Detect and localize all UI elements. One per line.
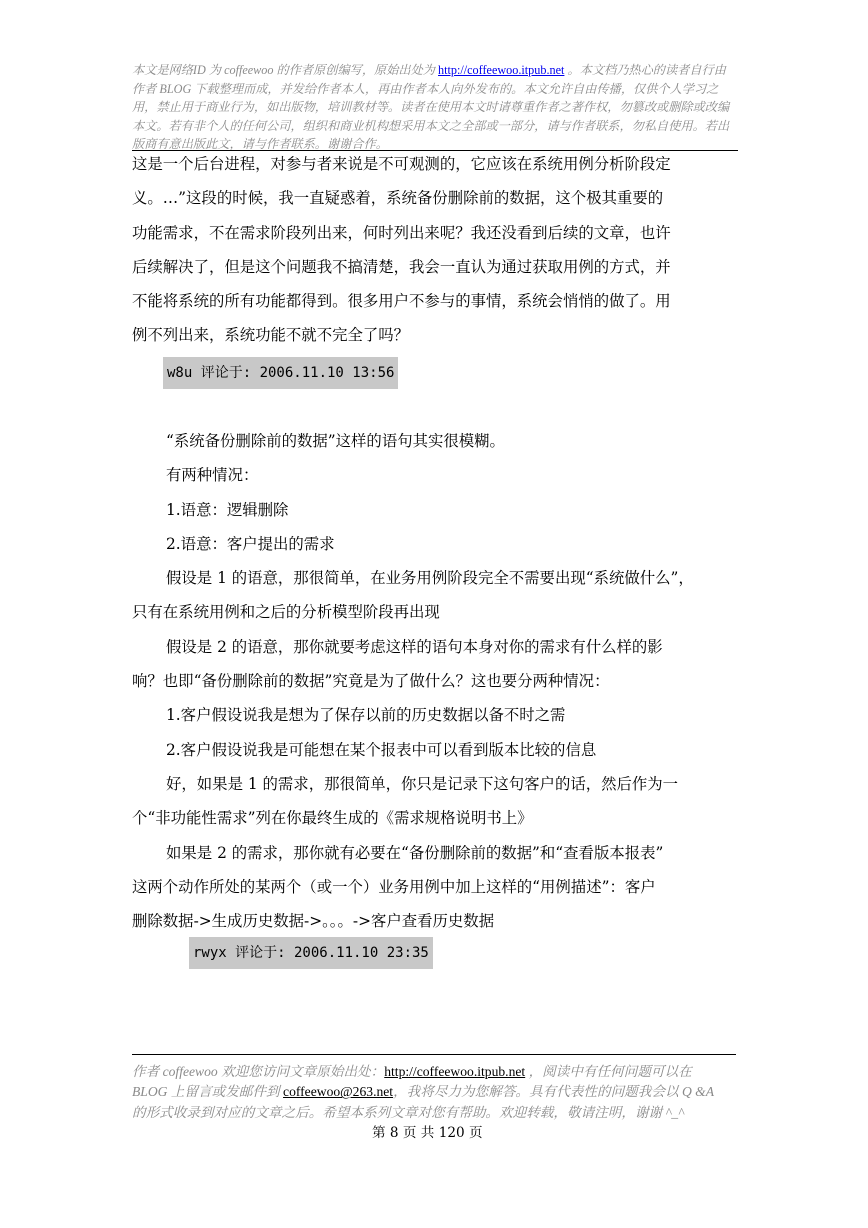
body-line: 删除数据->生成历史数据->。。。->客户查看历史数据 (132, 912, 495, 931)
footer-text: 作者 coffeewoo 欢迎您访问文章原始出处： (132, 1064, 385, 1079)
body-line: 有两种情况： (166, 466, 259, 485)
footer-text: ，我将尽力为您解答。具有代表性的问题我会以 Q &A 的形式收录到对应的文章之后。希望本系列文章对您有帮助。欢迎转载，敬请注明，谢谢 ^_^ (132, 1084, 714, 1120)
footer-notice (132, 1062, 722, 1123)
footer-divider (132, 1054, 736, 1055)
footer-email-link[interactable]: coffeewoo@263.net (283, 1084, 394, 1100)
body-line: 2.客户假设说我是可能想在某个报表中可以看到版本比较的信息 (166, 740, 597, 759)
footer-source-link[interactable]: http://coffeewoo.itpub.net (384, 1064, 526, 1079)
body-line: 义。…”这段的时候，我一直疑惑着，系统备份删除前的数据，这个极其重要的 (132, 189, 664, 208)
body-line: 例不列出来，系统功能不就不完全了吗？ (132, 326, 410, 345)
body-line: 这是一个后台进程，对参与者来说是不可观测的，它应该在系统用例分析阶段定 (132, 155, 671, 173)
body-line: 假设是 1 的语意，那很简单，在业务用例阶段完全不需要出现“系统做什么”， (166, 569, 694, 588)
body-line: 1.语意：逻辑删除 (166, 500, 289, 519)
header-notice-body: 。本文档乃热心的读者自行由作者 BLOG 下载整理而成，并发给作者本人，再由作者本人向外发布的。本文允许自由传播，仅供个人学习之用，禁止用于商业行为，如出版物，培训教材等。读者在使用本文时请尊重作者之著作权，勿篡改或删除或改编本文。若有非个人的任何公司，组织和商业机构想采用本文之全部或一部分，请与作者联系，勿私自使用。若出版商有意出版此文，请与作者联系。谢谢合作。 (132, 63, 730, 152)
body-line: 响？也即“备份删除前的数据”究竟是为了做什么？这也要分两种情况： (132, 672, 610, 691)
body-line: 2.语意：客户提出的需求 (166, 534, 335, 553)
body-line: 功能需求，不在需求阶段列出来，何时列出来呢？我还没看到后续的文章，也许 (132, 223, 671, 242)
body-line: 个“非功能性需求”列在你最终生成的《需求规格说明书上》 (132, 809, 533, 828)
header-notice-intro: 本文是网络ID 为 coffeewoo 的作者原创编写，原始出处为 (132, 63, 439, 77)
header-copyright-notice (132, 61, 738, 154)
body-line: 后续解决了，但是这个问题我不搞清楚，我会一直认为通过获取用例的方式，并 (132, 257, 671, 276)
body-line: 这两个动作所处的某两个（或一个）业务用例中加上这样的“用例描述”：客户 (132, 877, 656, 896)
body-line: 1.客户假设说我是想为了保存以前的历史数据以备不时之需 (166, 706, 566, 725)
body-line: 不能将系统的所有功能都得到。很多用户不参与的事情，系统会悄悄的做了。用 (132, 292, 671, 311)
body-line: 好，如果是 1 的需求，那很简单，你只是记录下这句客户的话，然后作为一 (166, 774, 679, 793)
comment-signature-rwyx: rwyx 评论于: 2006.11.10 23:35 (189, 937, 433, 969)
body-line: 如果是 2 的需求，那你就有必要在“备份删除前的数据”和“查看版本报表” (166, 843, 664, 862)
body-line: “系统备份删除前的数据”这样的语句其实很模糊。 (166, 432, 505, 450)
page-number: 第 8 页 共 120 页 (372, 1125, 483, 1141)
comment-body-2 (132, 424, 740, 938)
header-source-link[interactable]: http://coffeewoo.itpub.net (438, 63, 565, 77)
comment-signature-w8u: w8u 评论于: 2006.11.10 13:56 (163, 357, 398, 389)
comment-body-1 (132, 147, 740, 353)
body-line: 只有在系统用例和之后的分析模型阶段再出现 (132, 603, 440, 622)
body-line: 假设是 2 的语意，那你就要考虑这样的语句本身对你的需求有什么样的影 (166, 637, 663, 656)
footer-text: ，阅读中有任何问题可以在 BLOG 上留言或发邮件到 (132, 1064, 692, 1100)
